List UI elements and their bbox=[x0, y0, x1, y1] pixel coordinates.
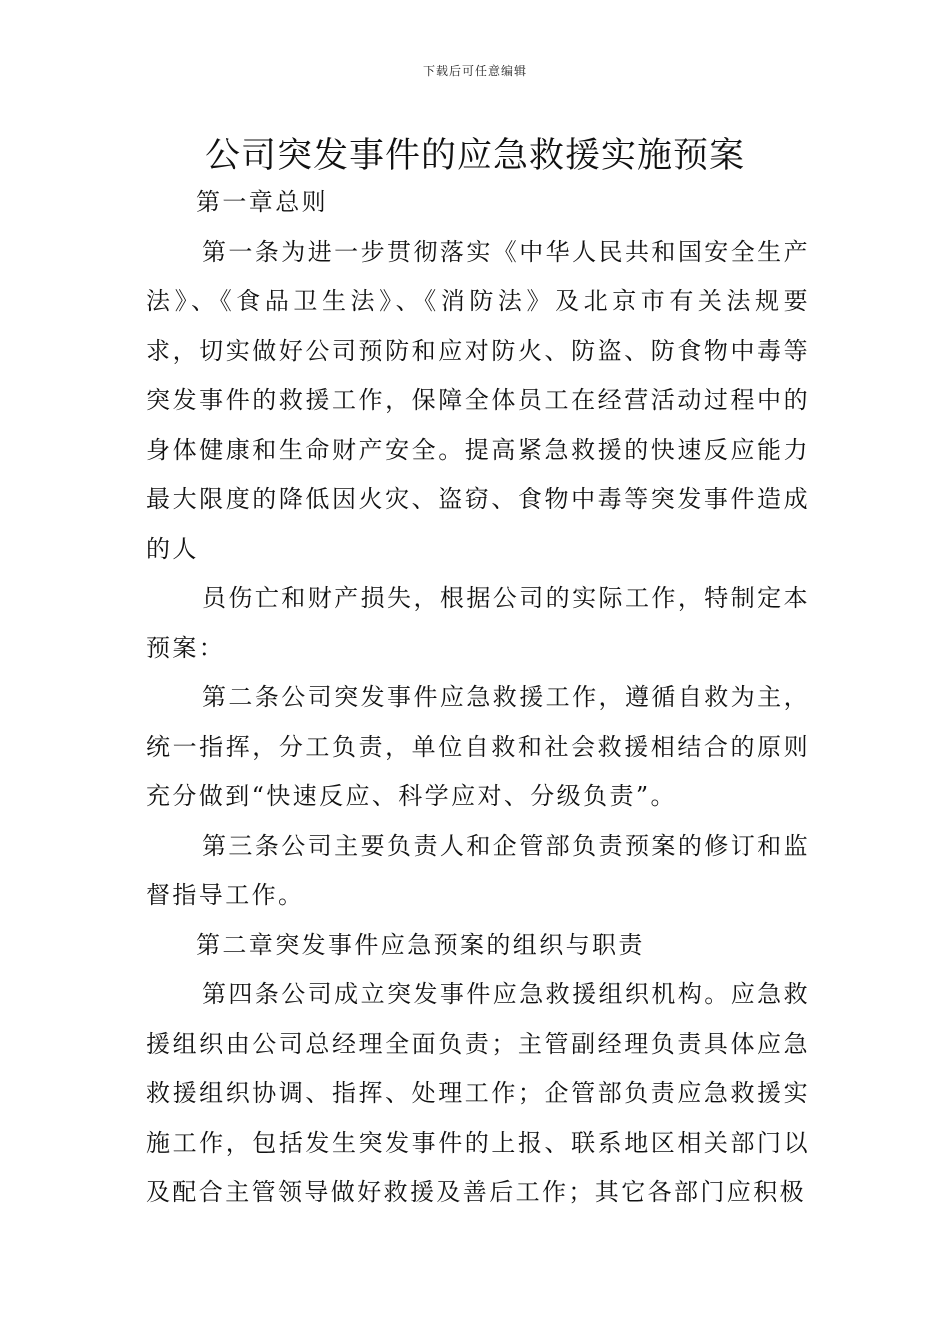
document-title: 公司突发事件的应急救援实施预案 bbox=[204, 136, 745, 176]
article-1-part-2: 员伤亡和财产损失，根据公司的实际工作，特制定本预案： bbox=[146, 584, 810, 662]
chapter-heading-1: 第一章总则 bbox=[196, 188, 328, 216]
header-note: 下载后可任意编辑 bbox=[422, 64, 527, 78]
document-body bbox=[146, 178, 810, 1218]
article-3: 第三条公司主要负责人和企管部负责预案的修订和监督指导工作。 bbox=[146, 831, 810, 909]
article-2: 第二条公司突发事件应急救援工作，遵循自救为主，统一指挥，分工负责，单位自救和社会救援相结合的原则充分做到“快速反应、科学应对、分级负责”。 bbox=[146, 683, 810, 810]
article-4: 第四条公司成立突发事件应急救援组织机构。应急救援组织由公司总经理全面负责；主管副经理负责具体应急救援组织协调、指挥、处理工作；企管部负责应急救援实施工作，包括发生突发事件的上报、联系地区相关部门以及配合主管领导做好救援及善后工作；其它各部门应积极 bbox=[146, 980, 810, 1206]
chapter-heading-2: 第二章突发事件应急预案的组织与职责 bbox=[196, 930, 645, 959]
article-1-part-1: 第一条为进一步贯彻落实《中华人民共和国安全生产法》、《食品卫生法》、《消防法》及北京市有关法规要求，切实做好公司预防和应对防火、防盗、防食物中毒等突发事件的救援工作，保障全体员工在经营活动过程中的身体健康和生命财产安全。提高紧急救援的快速反应能力最大限度的降低因火灾、盗窃、食物中毒等突发事件造成的人 bbox=[146, 237, 810, 563]
